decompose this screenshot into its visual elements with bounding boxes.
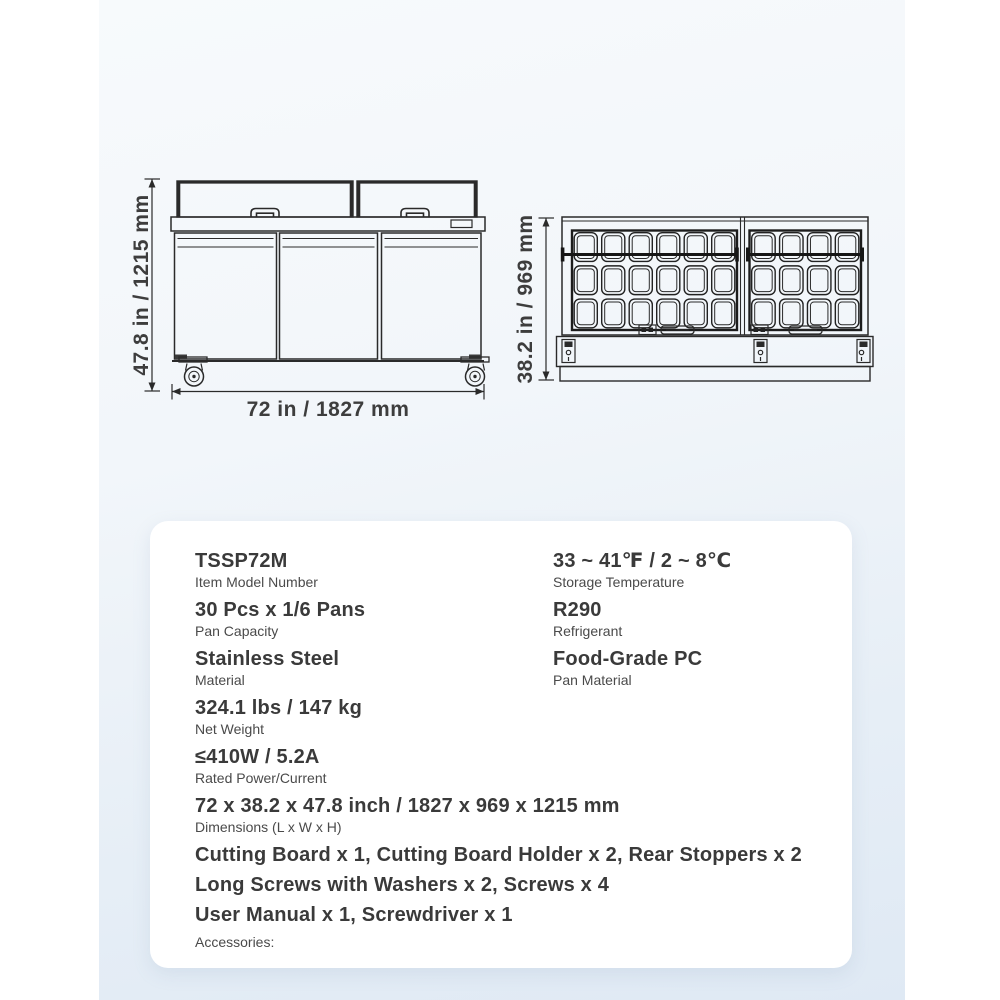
spec-value: 30 Pcs x 1/6 Pans — [195, 599, 366, 621]
spec-label: Storage Temperature — [553, 574, 685, 590]
spec-column-right — [553, 550, 822, 795]
spec-label: Refrigerant — [553, 623, 623, 639]
spec-item — [553, 648, 822, 688]
spec-card — [150, 521, 852, 968]
spec-value: Food-Grade PC — [553, 648, 703, 670]
spec-column-left — [195, 550, 553, 795]
top-depth-dimension-label: 38.2 in / 969 mm — [514, 214, 537, 384]
spec-item — [195, 746, 553, 786]
spec-value: 72 x 38.2 x 47.8 inch / 1827 x 969 x 1215 mm — [195, 795, 620, 817]
spec-item — [553, 550, 822, 590]
spec-label: Item Model Number — [195, 574, 318, 590]
spec-value: 33 ~ 41℉ / 2 ~ 8℃ — [553, 550, 732, 572]
spec-item — [553, 599, 822, 639]
spec-columns — [195, 550, 822, 795]
spec-value: ≤410W / 5.2A — [195, 746, 320, 768]
spec-item — [195, 697, 553, 737]
spec-label: Net Weight — [195, 721, 264, 737]
spec-label: Pan Capacity — [195, 623, 279, 639]
spec-value: TSSP72M — [195, 550, 288, 572]
accessory-line: User Manual x 1, Screwdriver x 1 — [195, 904, 513, 926]
front-height-dimension-label: 47.8 in / 1215 mm — [130, 194, 153, 376]
spec-item — [195, 648, 553, 688]
spec-item — [195, 550, 553, 590]
spec-item — [195, 599, 553, 639]
accessories-caption: Accessories: — [195, 934, 275, 950]
spec-value: 324.1 lbs / 147 kg — [195, 697, 363, 719]
accessory-line: Long Screws with Washers x 2, Screws x 4 — [195, 874, 610, 896]
spec-label: Pan Material — [553, 672, 632, 688]
spec-label: Rated Power/Current — [195, 770, 327, 786]
spec-value: Stainless Steel — [195, 648, 340, 670]
front-width-dimension-label: 72 in / 1827 mm — [246, 398, 410, 421]
spec-value: R290 — [553, 599, 602, 621]
spec-label: Material — [195, 672, 245, 688]
spec-item-dimensions — [195, 795, 822, 835]
accessory-line: Cutting Board x 1, Cutting Board Holder x 2, Rear Stoppers x 2 — [195, 844, 802, 866]
spec-label: Dimensions (L x W x H) — [195, 819, 342, 835]
accessories-lines — [195, 844, 822, 926]
